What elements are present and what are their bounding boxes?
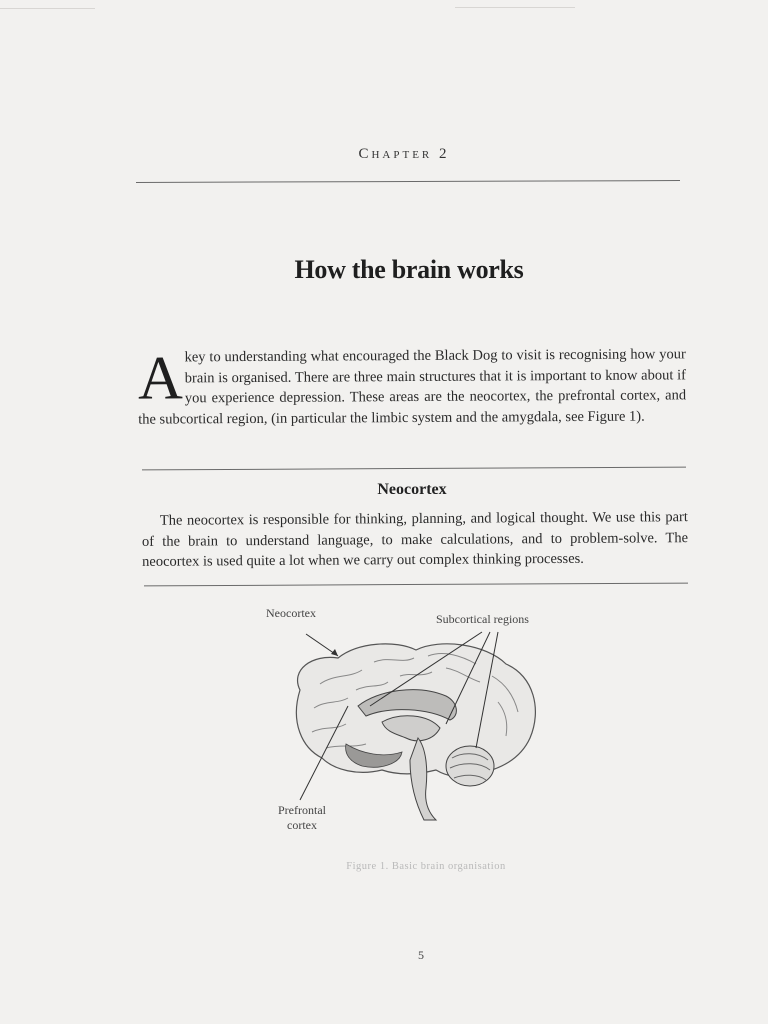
chapter-label: Chapter 2 [358,146,450,162]
cerebellum [446,746,494,786]
subcortical-label: Subcortical regions [436,612,529,626]
section-heading: Neocortex [377,481,447,498]
neocortex-label: Neocortex [266,606,316,620]
chapter-rule [136,180,680,183]
prefrontal-label-line1: Prefrontal [278,803,326,817]
section-rule-top [142,467,686,471]
page-number: 5 [418,948,424,962]
drop-cap: A [137,344,183,413]
scan-artifact [455,7,575,8]
prefrontal-label [270,803,334,833]
section-rule-bottom [144,583,688,587]
page-title: How the brain works [294,255,524,285]
scan-artifact [0,8,95,9]
intro-paragraph [138,344,686,429]
brain-figure [250,598,580,848]
figure-caption: Figure 1. Basic brain organisation [346,861,506,872]
intro-text: key to understanding what encouraged the Black Dog to visit is recognising how your brain is organised. There are three main structures that it is important to know about if you experience depression. These areas are the neocortex, the prefrontal cortex, and the subcortical region, (in particular the limbic system and the amygdala, see Figure 1). [138,346,687,428]
prefrontal-label-line2: cortex [287,818,317,832]
section-body: The neocortex is responsible for thinking, planning, and logical thought. We use this part of the brain to understand language, to make calculations, and to problem-solve. The neocortex is used quite a lot when we carry out complex thinking processes. [141,509,689,570]
